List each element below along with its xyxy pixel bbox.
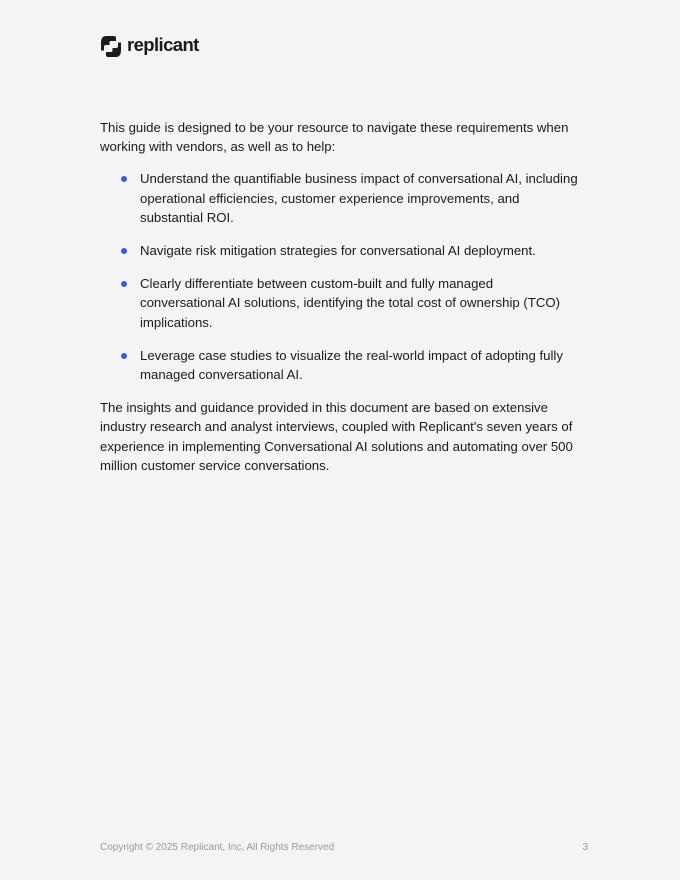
list-item-text: Navigate risk mitigation strategies for conversational AI deployment. — [140, 243, 536, 259]
replicant-logo — [100, 35, 199, 58]
bullet-icon — [121, 248, 127, 254]
closing-paragraph: The insights and guidance provided in this document are based on extensive industry research and analyst interviews, coupled with Replicant's seven years of experience in implementing Conversational AI solutions and automating over 500 million customer service conversations. — [100, 400, 573, 473]
logo-wordmark: replicant — [127, 34, 199, 56]
list-item — [140, 274, 580, 332]
list-item — [140, 169, 580, 227]
bullet-icon — [121, 176, 127, 182]
list-item-text: Clearly differentiate between custom-built and fully managed conversational AI solutions, identifying the total cost of ownership (TCO) implications. — [140, 276, 561, 330]
intro-paragraph: This guide is designed to be your resource to navigate these requirements when working with vendors, as well as to help: — [100, 120, 569, 155]
replicant-logo-icon — [100, 35, 122, 58]
footer-copyright: Copyright © 2025 Replicant, Inc, All Rights Reserved — [100, 842, 335, 853]
bullet-list — [100, 169, 580, 384]
list-item — [140, 346, 580, 384]
list-item — [140, 241, 580, 260]
list-item-text: Understand the quantifiable business impact of conversational AI, including operational efficiencies, customer experience improvements, and substantial ROI. — [140, 171, 578, 225]
document-body — [100, 118, 580, 475]
page-number: 3 — [582, 842, 588, 853]
bullet-icon — [121, 353, 127, 359]
bullet-icon — [121, 281, 127, 287]
list-item-text: Leverage case studies to visualize the real-world impact of adopting fully managed conversational AI. — [140, 347, 563, 383]
